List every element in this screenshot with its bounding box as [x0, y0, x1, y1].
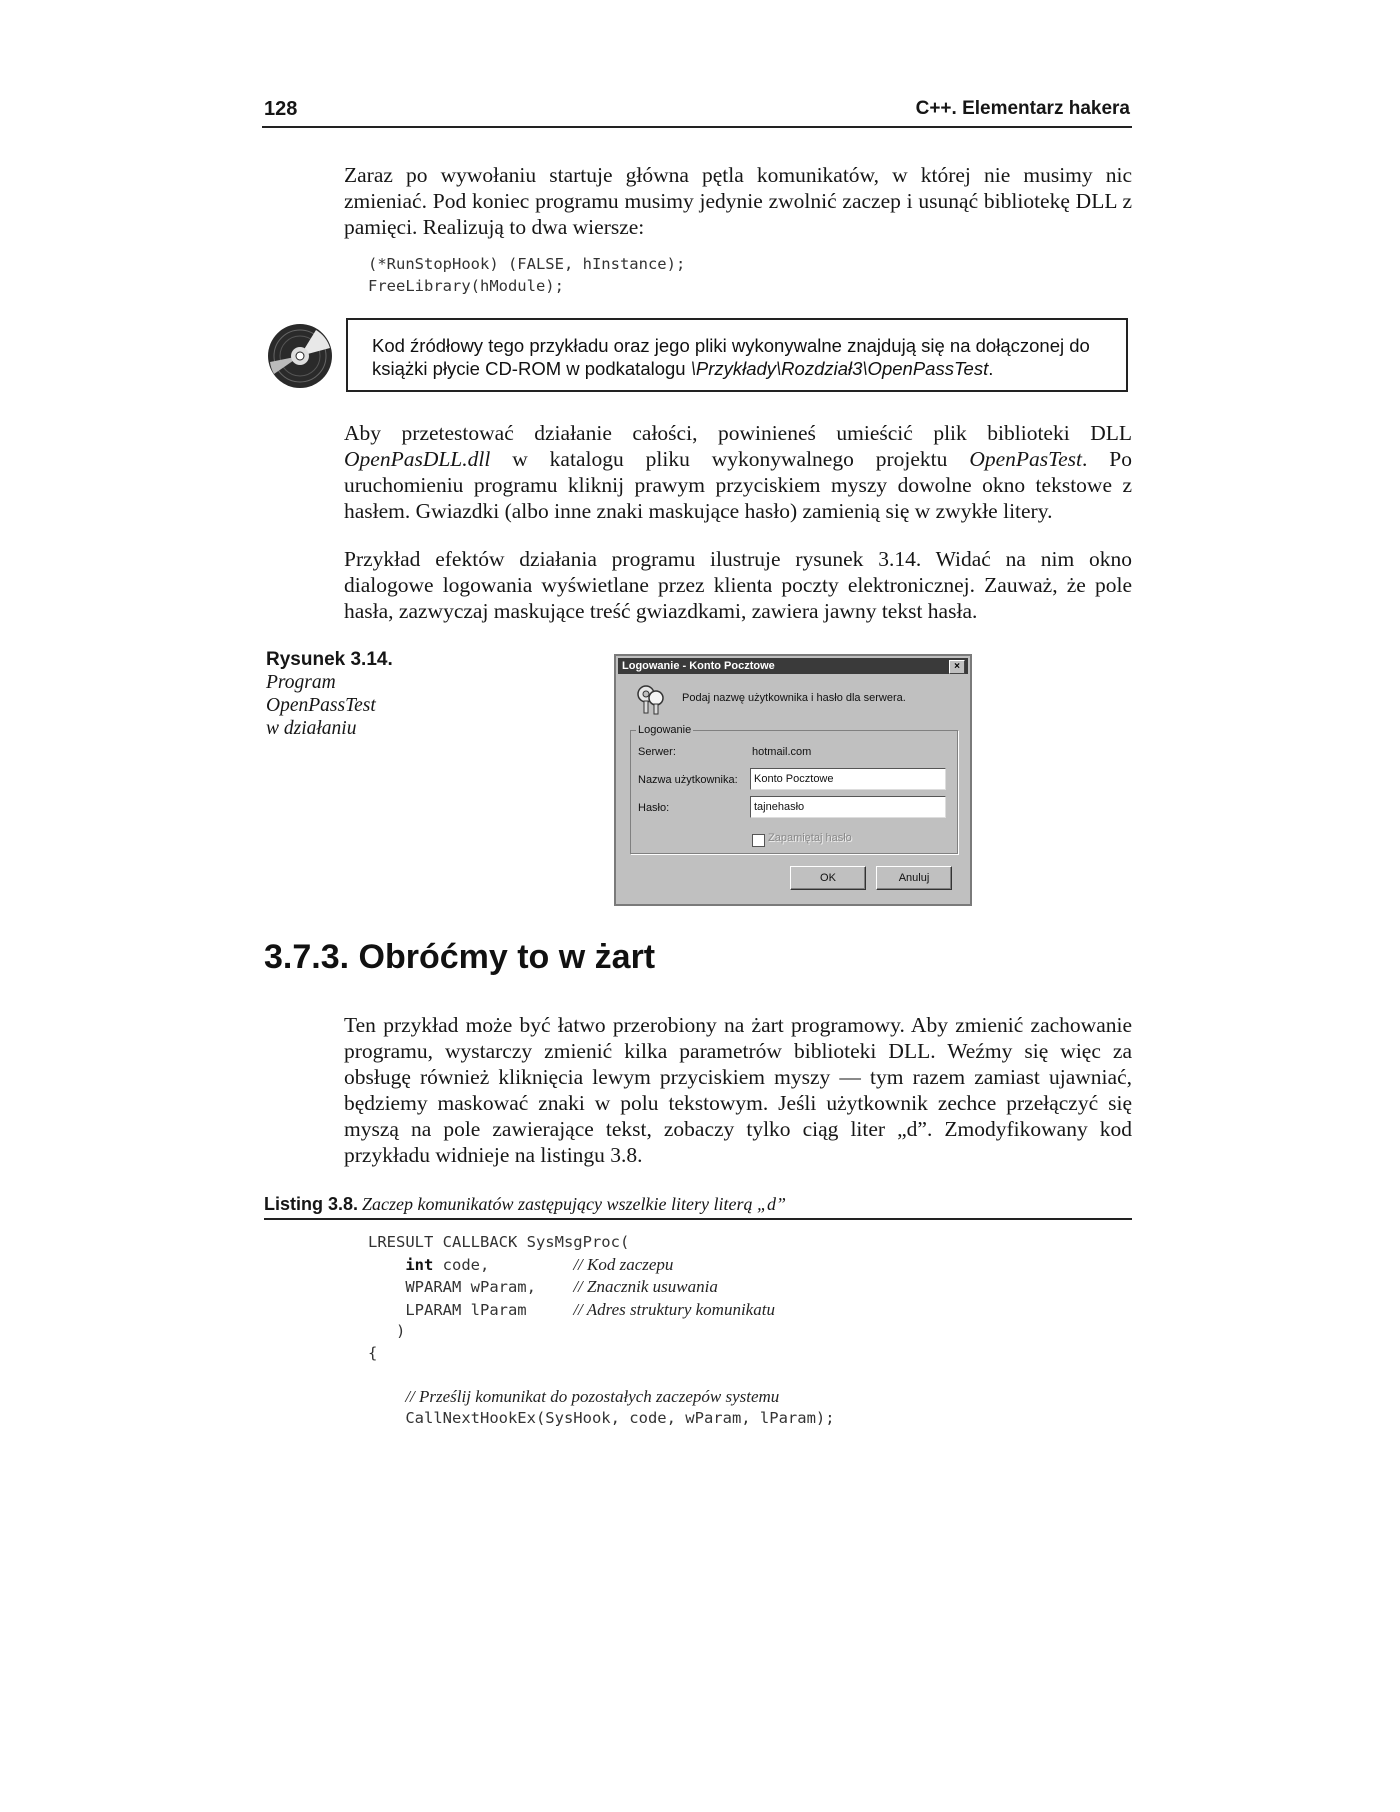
listing-caption: [264, 1194, 1132, 1220]
cd-path: \Przykłady\Rozdział3\OpenPassTest: [690, 358, 989, 379]
dialog-title: Logowanie - Konto Pocztowe: [622, 660, 775, 672]
figure-desc: Program: [266, 672, 336, 693]
code-line: [368, 1364, 835, 1386]
page-header: [262, 96, 1132, 128]
remember-password-label: Zapamiętaj hasło: [768, 832, 852, 844]
code-line: WPARAM wParam, // Znacznik usuwania: [405, 1277, 718, 1296]
paragraph-4: Ten przykład może być łatwo przerobiony na żart programowy. Aby zmienić zachowanie programu, wystarczy zmienić kilka parametrów biblioteki DLL. Weźmy się więc za obsługę również kliknięcia lewym przyciskiem myszy — tym razem zamiast ujawniać, będziemy maskować znaki w polu tekstowym. Jeśli użytkownik zechce przełączyć się myszą na pole zawierające tekst, zobaczy tylko ciąg liter „d”. Zmodyfikowany kod przykładu widnieje na listingu 3.8.: [344, 1013, 1132, 1167]
figure-desc: OpenPassTest: [266, 695, 376, 716]
code-line: (*RunStopHook) (FALSE, hInstance);: [368, 255, 686, 273]
server-value: hotmail.com: [752, 746, 812, 758]
username-field[interactable]: Konto Pocztowe: [750, 768, 946, 790]
remember-password-checkbox[interactable]: [752, 834, 765, 847]
dll-filename: OpenPasDLL.dll: [344, 447, 491, 471]
code-line: FreeLibrary(hModule);: [368, 276, 564, 295]
code-listing: [368, 1232, 835, 1430]
username-label: Nazwa użytkownika:: [638, 774, 738, 786]
code-comment: // Kod zaczepu: [573, 1254, 674, 1274]
project-name: OpenPasTest: [969, 447, 1082, 471]
close-icon[interactable]: ×: [949, 660, 965, 674]
book-title: C++. Elementarz hakera: [915, 98, 1130, 119]
code-line: [368, 1386, 835, 1409]
code-line: int code, // Kod zaczepu: [405, 1254, 674, 1274]
listing-desc: Zaczep komunikatów zastępujący wszelkie litery literą „d”: [362, 1194, 786, 1214]
page-number: 128: [264, 98, 298, 120]
code-comment: // Znacznik usuwania: [573, 1277, 718, 1296]
keys-icon: [634, 682, 668, 716]
group-legend: Logowanie: [638, 724, 692, 736]
paragraph-1: Zaraz po wywołaniu startuje główna pętla komunikatów, w której nie musimy nic zmieniać. Pod koniec programu musimy jedynie zwolnić zaczep i usunąć bibliotekę DLL z pamięci. Realizują to dwa wiersze:: [344, 163, 1132, 239]
figure-caption: [266, 648, 466, 740]
login-dialog-screenshot: [614, 654, 972, 906]
dialog-message: Podaj nazwę użytkownika i hasło dla serwera.: [682, 692, 906, 704]
ok-button[interactable]: OK: [790, 866, 866, 890]
section-title: 3.7.3. Obróćmy to w żart: [264, 938, 656, 976]
code-line: LRESULT CALLBACK SysMsgProc(: [368, 1233, 630, 1251]
listing-label: Listing 3.8.: [264, 1194, 359, 1214]
code-line: CallNextHookEx(SysHook, code, wParam, lParam);: [405, 1409, 835, 1427]
server-label: Serwer:: [638, 746, 676, 758]
code-block-1: [368, 254, 685, 297]
paragraph-2: Aby przetestować działanie całości, powinieneś umieścić plik biblioteki DLL OpenPasDLL.dll w katalogu pliku wykonywalnego projektu OpenPasTest. Po uruchomieniu programu kliknij prawym przyciskiem myszy dowolne okno tekstowe z hasłem. Gwiazdki (albo inne znaki maskujące hasło) zamienią się w zwykłe litery.: [344, 421, 1132, 523]
note-box: [346, 318, 1128, 392]
figure-label: Rysunek 3.14.: [266, 649, 393, 670]
paragraph-3: Przykład efektów działania programu ilustruje rysunek 3.14. Widać na nim okno dialogowe logowania wyświetlane przez klienta poczty elektronicznej. Zauważ, że pole hasła, zazwyczaj maskujące treść gwiazdkami, zawiera jawny tekst hasła.: [344, 547, 1132, 623]
code-comment: // Adres struktury komunikatu: [573, 1299, 775, 1319]
code-line: LPARAM lParam // Adres struktury komunikatu: [405, 1299, 775, 1319]
code-comment: // Prześlij komunikat do pozostałych zaczepów systemu: [405, 1386, 780, 1406]
note-text: Kod źródłowy tego przykładu oraz jego pliki wykonywalne znajdują się na dołączonej do książki płycie CD-ROM w podkatalogu \Przykłady\Rozdział3\OpenPassTest.: [372, 335, 1090, 379]
code-line: ): [396, 1322, 406, 1340]
password-field[interactable]: tajnehasło: [750, 796, 946, 818]
code-line: {: [368, 1343, 378, 1362]
cancel-button[interactable]: Anuluj: [876, 866, 952, 890]
dialog-title-bar: [618, 658, 968, 674]
figure-desc: w działaniu: [266, 718, 357, 739]
password-label: Hasło:: [638, 802, 670, 814]
cd-rom-icon: [266, 322, 334, 390]
